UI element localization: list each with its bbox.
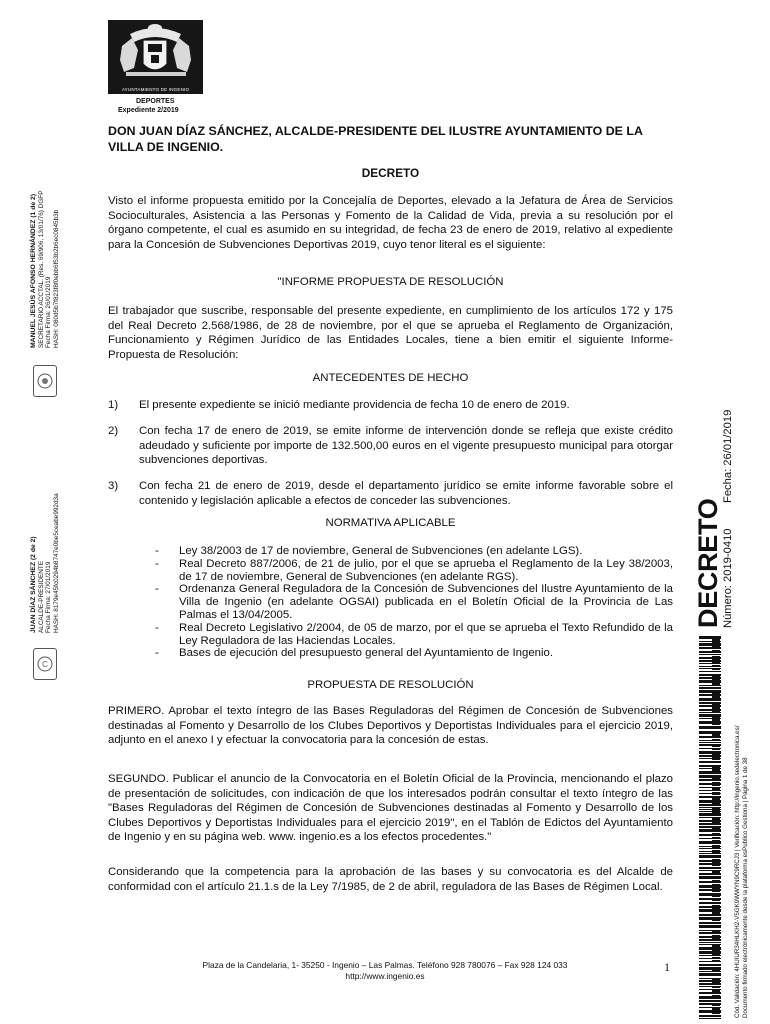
normativa-item: [155, 558, 673, 584]
normativa-text: Ley 38/2003 de 17 de noviembre, General de Subvenciones (en adelante LGS).: [179, 545, 583, 557]
item-text: El presente expediente se inició mediante providencia de fecha 10 de enero de 2019.: [139, 399, 570, 411]
normativa-item: [155, 583, 673, 621]
svg-text:C: C: [42, 660, 48, 669]
bullet-dash: -: [155, 583, 159, 596]
report-paragraph: El trabajador que suscribe, responsable del presente expediente, en cumplimiento de los artículos 172 y 175 del Real Decreto 2.568/1986, de 28 de noviembre, por el que se aprueba el Reglamento de Organización, Funcionamiento y Régimen Jurídico de las Entidades Locales, tiene a bien emitir el siguiente Informe-Propuesta de Resolución:: [108, 305, 673, 361]
department-label: DEPORTES: [136, 98, 175, 105]
signer-name: JUAN DÍAZ SÁNCHEZ (2 de 2): [30, 536, 37, 633]
normativa-text: Bases de ejecución del presupuesto general del Ayuntamiento de Ingenio.: [179, 647, 554, 660]
verification-code: Cód. Validación: 4HUIUR34HLKH2-V5GK9WWYN9C9RCJ3 | Verificación: http://ingenio.sedelectronica.es/: [734, 725, 741, 1018]
coat-of-arms-logo: [108, 20, 203, 94]
propuesta-heading: PROPUESTA DE RESOLUCIÓN: [307, 679, 474, 691]
normativa-item: [155, 545, 673, 558]
page-footer: [150, 960, 620, 982]
footer-website: http://www.ingenio.es: [345, 971, 425, 981]
item-number: 1): [108, 399, 119, 411]
bullet-dash: -: [155, 621, 159, 634]
verification-text: [734, 726, 749, 1018]
informe-heading: "INFORME PROPUESTA DE RESOLUCIÓN: [277, 276, 504, 288]
primero-paragraph: PRIMERO. Aprobar el texto íntegro de las Bases Reguladoras del Régimen de Concesión de Subvenciones destinadas al Fomento y Desarrollo de los Clubes Deportivos y Deportistas Individuales para el ejercicio 2019, adjunto en el anexo I y efectuar la convocatoria para la concesión de estas.: [108, 705, 673, 747]
decree-number: Número: 2019-0410: [722, 528, 734, 628]
verification-platform: Documento firmado electrónicamente desde la plataforma esPublico Gestiona | Página 1 de 38: [741, 757, 749, 1018]
signature-hash: HASH: 8179e45fc0294b8747e0be5ceabe992d3a: [52, 493, 60, 633]
normativa-heading: NORMATIVA APLICABLE: [325, 517, 456, 529]
normativa-list: [155, 545, 673, 660]
normativa-item: [155, 622, 673, 648]
signature-date: Fecha Firma: 26/01/2019: [45, 276, 53, 348]
antecedentes-heading: ANTECEDENTES DE HECHO: [312, 372, 469, 384]
signer-name: MANUEL JESÚS AFONSO HERNÁNDEZ (1 de 2): [30, 193, 37, 348]
item-text: Con fecha 21 de enero de 2019, desde el departamento jurídico se emite informe favorable sobre el contenido y legislación aplicable a efectos de conceder las subvenciones.: [139, 480, 673, 507]
decreto-heading: DECRETO: [361, 166, 420, 180]
item-number: 2): [108, 425, 119, 437]
item-number: 3): [108, 480, 119, 492]
normativa-text: Real Decreto 887/2006, de 21 de julio, por el que se aprueba el Reglamento de la Ley 38/2003, de 17 de noviembre, General de Subvenciones (en adelante RGS).: [179, 557, 673, 583]
segundo-paragraph: SEGUNDO. Publicar el anuncio de la Convocatoria en el Boletín Oficial de la Provincia, mencionando el plazo de presentación de solicitudes, con indicación de que los interesados podrán consultar el texto íntegro de las "Bases Reguladoras del Régimen de Concesión de Subvenciones destinadas al Fomento y Desarrollo de los Clubes Deportivos y Deportistas Individuales para el ejercicio 2019", en el Tablón de Edictos del Ayuntamiento de Ingenio y en su página web. www. ingenio.es a los efectos procedentes.": [108, 773, 673, 844]
expediente-label: Expediente 2/2019: [118, 107, 179, 114]
signer-role: ALCALDE-PRESIDENTE: [37, 560, 45, 633]
signature-hash: HASH: 080d5b7f823f8f0ebb6f53b2b6ec0845b3b: [52, 209, 60, 348]
footer-address: Plaza de la Candelaria, 1- 35250 - Ingenio – Las Palmas. Teléfono 928 780076 – Fax 928 124 033: [202, 960, 568, 970]
coat-caption: AYUNTAMIENTO DE INGENIO: [121, 87, 190, 92]
signature-block: [30, 493, 60, 633]
signer-role: SECRETARIO ACCTAL. (Res. 69/906, 13/01/76) DGFP: [37, 190, 45, 348]
barcode-icon: [712, 636, 720, 1020]
intro-paragraph: Visto el informe propuesta emitido por la Concejalía de Deportes, elevado a la Jefatura de Área de Servicios Socioculturales, Asistencia a las Personas y Fomento de la Calidad de Vida, previa a su resolución por el órgano competente, el cual es asumido en su integridad, de fecha 23 de enero de 2019, relativo al expediente para la Concesión de Subvenciones Deportivas 2019, cuyo tenor literal es el siguiente:: [108, 195, 673, 251]
signature-block: [30, 191, 60, 348]
coat-of-arms-icon: [108, 20, 203, 86]
item-text: Con fecha 17 de enero de 2019, se emite informe de intervención donde se refleja que existe crédito adeudado y suficiente por importe de 132.500,00 euros en el vigente presupuesto municipal para otorgar subvenciones deportivas.: [139, 425, 673, 467]
page-number: 1: [664, 960, 670, 974]
considerando-paragraph: Considerando que la competencia para la aprobación de las bases y su convocatoria es del Alcalde de conformidad con el artículo 21.1.s de la Ley 7/1985, de 2 de abril, reguladora de las Bases de Régimen Local.: [108, 866, 673, 893]
decree-stamp-label: DECRETO: [693, 498, 723, 628]
normativa-text: Real Decreto Legislativo 2/2004, de 05 de marzo, por el que se aprueba el Texto Refundido de la Ley Reguladora de las Haciendas Locales.: [179, 621, 673, 647]
bullet-dash: -: [155, 545, 159, 557]
document-title: DON JUAN DÍAZ SÁNCHEZ, ALCALDE-PRESIDENTE DEL ILUSTRE AYUNTAMIENTO DE LA VILLA DE INGENIO.: [108, 124, 643, 154]
bullet-dash: -: [155, 647, 159, 660]
signature-seal-icon: [33, 365, 57, 397]
decree-date: Fecha: 26/01/2019: [722, 409, 734, 503]
normativa-text: Ordenanza General Reguladora de la Concesión de Subvenciones del Ilustre Ayuntamiento de la Villa de Ingenio (en adelante OGSAI) publicada en el Boletín Oficial de la Provincia de Las Palmas el 13/04/2005.: [179, 583, 673, 621]
normativa-item: [155, 647, 673, 660]
signature-seal-icon: [33, 648, 57, 680]
bullet-dash: -: [155, 557, 159, 570]
signature-date: Fecha Firma: 27/01/2019: [45, 561, 53, 633]
department-header: [118, 97, 208, 115]
